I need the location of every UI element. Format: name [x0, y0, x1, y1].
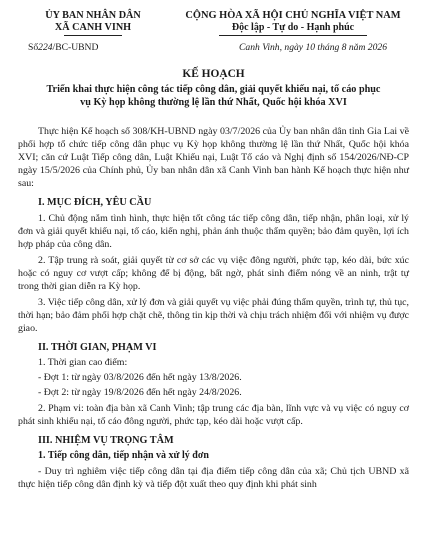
number-prefix: Số: [28, 42, 39, 53]
agency-commune: XÃ CANH VINH: [54, 22, 132, 33]
phase-1: - Đợt 1: từ ngày 03/8/2026 đến hết ngày 13/8/2026.: [38, 372, 242, 383]
document-meta: [18, 42, 409, 54]
document-title: KẾ HOẠCH: [182, 68, 245, 80]
intro-paragraph: Thực hiện Kế hoạch số 308/KH-UBND ngày 03/7/2026 của Ủy ban nhân dân tỉnh Gia Lai về phối hợp tổ chức tiếp công dân phục vụ Kỳ họp không thường lệ lần thứ Nhất, Quốc hội khóa XVI; căn cứ Luật Tiếp công dân, Luật Khiếu nại, Luật Tố cáo và Nghị định số 154/2026/NĐ-CP ngày 15/5/2026 của Chính phủ, Ủy ban nhân dân xã Canh Vinh ban hành Kế hoạch thực hiện như sau:: [18, 126, 409, 189]
place-and-date: Canh Vinh, ngày 10 tháng 8 năm 2026: [239, 42, 387, 53]
national-title: [177, 10, 409, 36]
section-3-heading: III. NHIỆM VỤ TRỌNG TÂM: [38, 435, 174, 446]
section-1-item-1: 1. Chủ động nắm tình hình, thực hiện tốt công tác tiếp công dân, tiếp nhận, phân loại, xử lý đơn và giải quyết khiếu nại, tố cáo, kiến nghị, phản ánh thuộc thẩm quyền; bảo đảm quyền, lợi ích hợp pháp của công dân.: [18, 213, 409, 250]
nation-name: CỘNG HÒA XÃ HỘI CHỦ NGHĨA VIỆT NAM: [185, 10, 401, 21]
motto-underline: [219, 35, 367, 36]
section-2-heading: II. THỜI GIAN, PHẠM VI: [38, 342, 157, 353]
section-1-item-3: 3. Việc tiếp công dân, xử lý đơn và giải quyết vụ việc phải đúng thẩm quyền, trình tự, thủ tục, thời hạn; bảo đảm phối hợp chặt chẽ, thông tin kịp thời và chịu trách nhiệm đối với nhiệm vụ được giao.: [18, 297, 409, 334]
document-header: [18, 10, 409, 36]
section-3-text: - Duy trì nghiêm việc tiếp công dân tại địa điểm tiếp công dân của xã; Chủ tịch UBND xã thực hiện tiếp công dân định kỳ và tiếp đột xuất theo quy định khi phát sinh: [18, 466, 409, 490]
section-3-subheading: 1. Tiếp công dân, tiếp nhận và xử lý đơn: [38, 450, 209, 461]
national-motto: Độc lập - Tự do - Hạnh phúc: [231, 22, 355, 33]
agency-name: ỦY BAN NHÂN DÂN: [45, 10, 141, 21]
scope-paragraph: 2. Phạm vi: toàn địa bàn xã Canh Vinh; tập trung các địa bàn, lĩnh vực và vụ việc có nguy cơ phát sinh khiếu nại, tố cáo đông người, phức tạp, kéo dài hoặc vượt cấp.: [18, 403, 409, 427]
agency-underline: [64, 35, 122, 36]
time-label: 1. Thời gian cao điểm:: [38, 357, 128, 368]
document-subject: Triển khai thực hiện công tác tiếp công dân, giải quyết khiếu nại, tố cáo phục vụ Kỳ họp không thường lệ lần thứ Nhất, Quốc hội khóa XVI: [46, 84, 381, 108]
section-1-item-2: 2. Tập trung rà soát, giải quyết từ cơ sở các vụ việc đông người, phức tạp, kéo dài, bức xúc hoặc có nguy cơ vượt cấp; không để bị động, bất ngờ, phát sinh điểm nóng về an ninh, trật tự trong thời gian diễn ra Kỳ họp.: [18, 255, 409, 292]
number-value: 224: [38, 42, 53, 53]
phase-2: - Đợt 2: từ ngày 19/8/2026 đến hết ngày 24/8/2026.: [38, 387, 242, 398]
number-suffix: /BC-UBND: [52, 42, 99, 53]
issuing-agency: [18, 10, 168, 36]
section-1-heading: I. MỤC ĐÍCH, YÊU CẦU: [38, 197, 152, 208]
document-number: [18, 42, 98, 54]
